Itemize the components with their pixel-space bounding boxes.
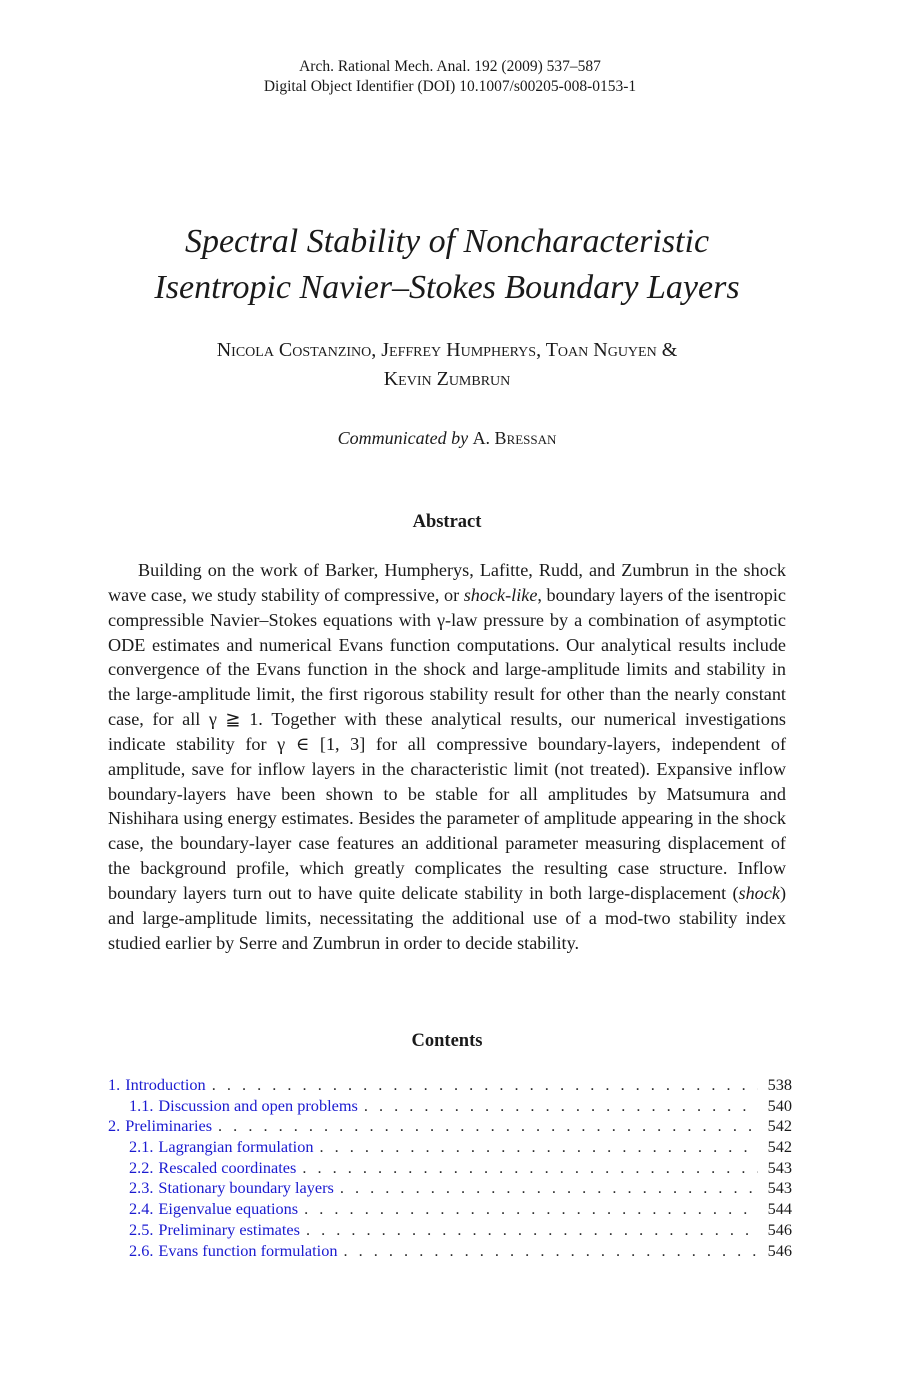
- toc-link[interactable]: [129, 1096, 358, 1117]
- toc-leader-dots: [364, 1096, 758, 1117]
- toc-entry: [108, 1220, 792, 1241]
- journal-header: [0, 57, 900, 97]
- title-line-2: Isentropic Navier–Stokes Boundary Layers: [154, 269, 740, 306]
- toc-section-number: 2.: [108, 1116, 121, 1136]
- toc-link[interactable]: [129, 1241, 337, 1262]
- journal-citation: Arch. Rational Mech. Anal. 192 (2009) 537–587: [299, 58, 601, 75]
- doi-line: Digital Object Identifier (DOI) 10.1007/s00205-008-0153-1: [263, 78, 637, 95]
- toc-section-number: 2.2.: [129, 1157, 154, 1177]
- toc-section-title: Preliminaries: [125, 1116, 213, 1136]
- toc-page-number: 544: [767, 1199, 792, 1219]
- toc-link[interactable]: [129, 1158, 296, 1179]
- abstract-text: [108, 558, 786, 956]
- toc-link[interactable]: [129, 1220, 300, 1241]
- abstract-emphasis-1: shock-like: [463, 584, 538, 605]
- toc-section-number: 2.4.: [129, 1199, 154, 1219]
- toc-leader-dots: [340, 1178, 758, 1199]
- toc-entry: [108, 1075, 792, 1096]
- abstract-emphasis-2: shock: [738, 882, 780, 903]
- title-line-1: Spectral Stability of Noncharacteristic: [184, 223, 710, 260]
- toc-section-title: Preliminary estimates: [158, 1219, 300, 1239]
- toc-section-number: 1.1.: [129, 1095, 154, 1115]
- toc-leader-dots: [218, 1116, 758, 1137]
- abstract-segment-3: ) and large-amplitude limits, necessitating the additional use of a mod-two stability index studied earlier by Serre and Zumbrun in order to decide stability.: [108, 882, 786, 953]
- toc-section-number: 2.3.: [129, 1178, 154, 1198]
- toc-link[interactable]: [129, 1199, 298, 1220]
- toc-section-title: Stationary boundary layers: [158, 1178, 334, 1198]
- communicated-by: [0, 427, 894, 449]
- toc-leader-dots: [306, 1220, 758, 1241]
- toc-link[interactable]: [129, 1178, 334, 1199]
- toc-leader-dots: [304, 1199, 758, 1220]
- toc-section-title: Lagrangian formulation: [158, 1137, 314, 1157]
- toc-link[interactable]: [108, 1075, 206, 1096]
- communicated-name: A. Bressan: [472, 428, 557, 448]
- toc-section-title: Introduction: [125, 1075, 206, 1094]
- toc-section-title: Rescaled coordinates: [158, 1157, 297, 1177]
- toc-page-number: 543: [767, 1157, 792, 1177]
- toc-page-number: 542: [767, 1137, 792, 1157]
- toc-page-number: 546: [767, 1219, 792, 1239]
- toc-leader-dots: [320, 1137, 759, 1158]
- toc-link[interactable]: [108, 1116, 212, 1137]
- toc-link[interactable]: [129, 1137, 314, 1158]
- paper-title: [0, 219, 894, 311]
- toc-section-number: 1.: [108, 1075, 121, 1094]
- abstract-heading: Abstract: [412, 512, 482, 532]
- author-list: [0, 336, 894, 394]
- abstract-segment-2: , boundary layers of the isentropic compressible Navier–Stokes equations with γ-law pressure by a combination of asymptotic ODE estimates and numerical Evans function computations. Our analytical results include convergence of the Evans function in the shock and large-amplitude limits and stability in the large-amplitude limit, the first rigorous stability result for other than the nearly constant case, for all γ ≧ 1. Together with these analytical results, our numerical investigations indicate stability for γ ∈ [1, 3] for all compressive boundary-layers, independent of amplitude, save for inflow layers in the characteristic limit (not treated). Expansive inflow boundary-layers have been shown to be stable for all amplitudes by Matsumura and Nishihara using energy estimates. Besides the parameter of amplitude appearing in the shock case, the boundary-layer case features an additional parameter measuring displacement of the background profile, which greatly complicates the resulting case structure. Inflow boundary layers turn out to have quite delicate stability in both large-displacement (: [108, 584, 786, 903]
- toc-page-number: 540: [767, 1095, 792, 1115]
- toc-section-title: Discussion and open problems: [158, 1095, 358, 1115]
- toc-leader-dots: [212, 1075, 758, 1096]
- toc-leader-dots: [343, 1241, 758, 1262]
- toc-leader-dots: [302, 1158, 758, 1179]
- toc-entry: [108, 1158, 792, 1179]
- toc-entry: [108, 1137, 792, 1158]
- toc-entry: [108, 1199, 792, 1220]
- toc-entry: [108, 1178, 792, 1199]
- authors-line-1: Nicola Costanzino, Jeffrey Humpherys, Toan Nguyen &: [216, 339, 678, 361]
- toc-entry: [108, 1096, 792, 1117]
- toc-page-number: 538: [767, 1075, 792, 1094]
- toc-section-title: Evans function formulation: [158, 1240, 338, 1260]
- toc-entry: [108, 1116, 792, 1137]
- toc-entry: [108, 1241, 792, 1262]
- toc-section-number: 2.1.: [129, 1137, 154, 1157]
- table-of-contents: [108, 1075, 792, 1261]
- abstract-segment-1: Building on the work of Barker, Humpherys, Lafitte, Rudd, and Zumbrun in the shock wave case, we study stability of compressive, or: [108, 560, 786, 605]
- toc-section-number: 2.6.: [129, 1240, 154, 1260]
- toc-page-number: 546: [767, 1240, 792, 1260]
- toc-section-number: 2.5.: [129, 1219, 154, 1239]
- toc-section-title: Eigenvalue equations: [158, 1199, 299, 1219]
- toc-page-number: 542: [767, 1116, 792, 1136]
- communicated-label: Communicated by: [337, 428, 469, 448]
- toc-page-number: 543: [767, 1178, 792, 1198]
- contents-heading: Contents: [411, 1031, 483, 1051]
- authors-line-2: Kevin Zumbrun: [383, 368, 511, 390]
